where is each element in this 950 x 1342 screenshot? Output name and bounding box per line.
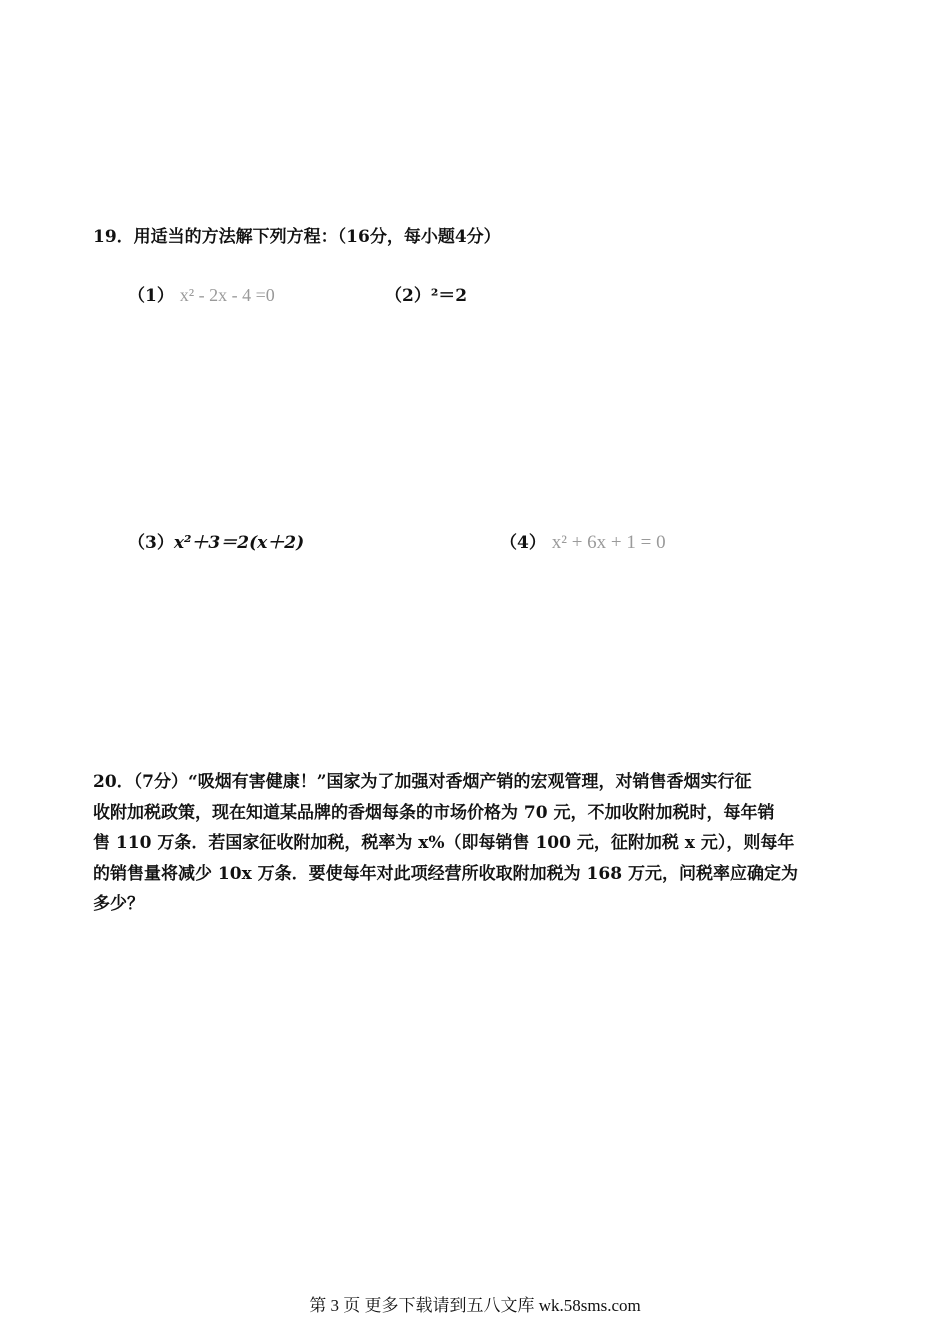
sub-question-4-equation: x² + 6x + 1 = 0: [551, 532, 666, 553]
sub-question-3-equation: x²＋3＝2(x＋2): [173, 533, 305, 553]
sub-question-2: [385, 281, 467, 306]
question-20: [93, 767, 865, 920]
question-19-instruction: 用适当的方法解下列方程：（16分，每小题4分）: [133, 227, 501, 247]
sub-question-2-label: （2）: [385, 286, 431, 306]
question-19-number: 19．: [93, 227, 134, 247]
sub-question-3: [128, 528, 304, 553]
sub-question-1-equation: x² - 2x - 4 =0: [179, 285, 275, 305]
sub-question-2-equation: ²＝2: [430, 286, 468, 306]
sub-question-4-label: （4）: [500, 533, 546, 553]
question-20-line: 多少？: [93, 894, 144, 914]
question-20-line: 收附加税政策，现在知道某品牌的香烟每条的市场价格为 70 元，不加收附加税时，每年销: [93, 802, 775, 823]
sub-question-1-label: （1）: [128, 286, 174, 306]
question-20-line: 的销售量将减少 10x 万条．要使每年对此项经营所收取附加税为 168 万元，问税率应确定为: [93, 863, 798, 884]
question-20-line: 20．（7分）“吸烟有害健康！”国家为了加强对香烟产销的宏观管理，对销售香烟实行征: [93, 772, 752, 792]
question-20-line: 售 110 万条．若国家征收附加税，税率为 x%（即每销售 100 元，征附加税 x 元），则每年: [93, 833, 795, 853]
page-footer: 第 3 页 更多下载请到五八文库 wk.58sms.com: [309, 1296, 641, 1315]
sub-question-1: [128, 281, 275, 306]
sub-question-4: [500, 528, 666, 554]
sub-question-3-label: （3）: [128, 533, 174, 553]
question-19-header: [93, 222, 501, 247]
